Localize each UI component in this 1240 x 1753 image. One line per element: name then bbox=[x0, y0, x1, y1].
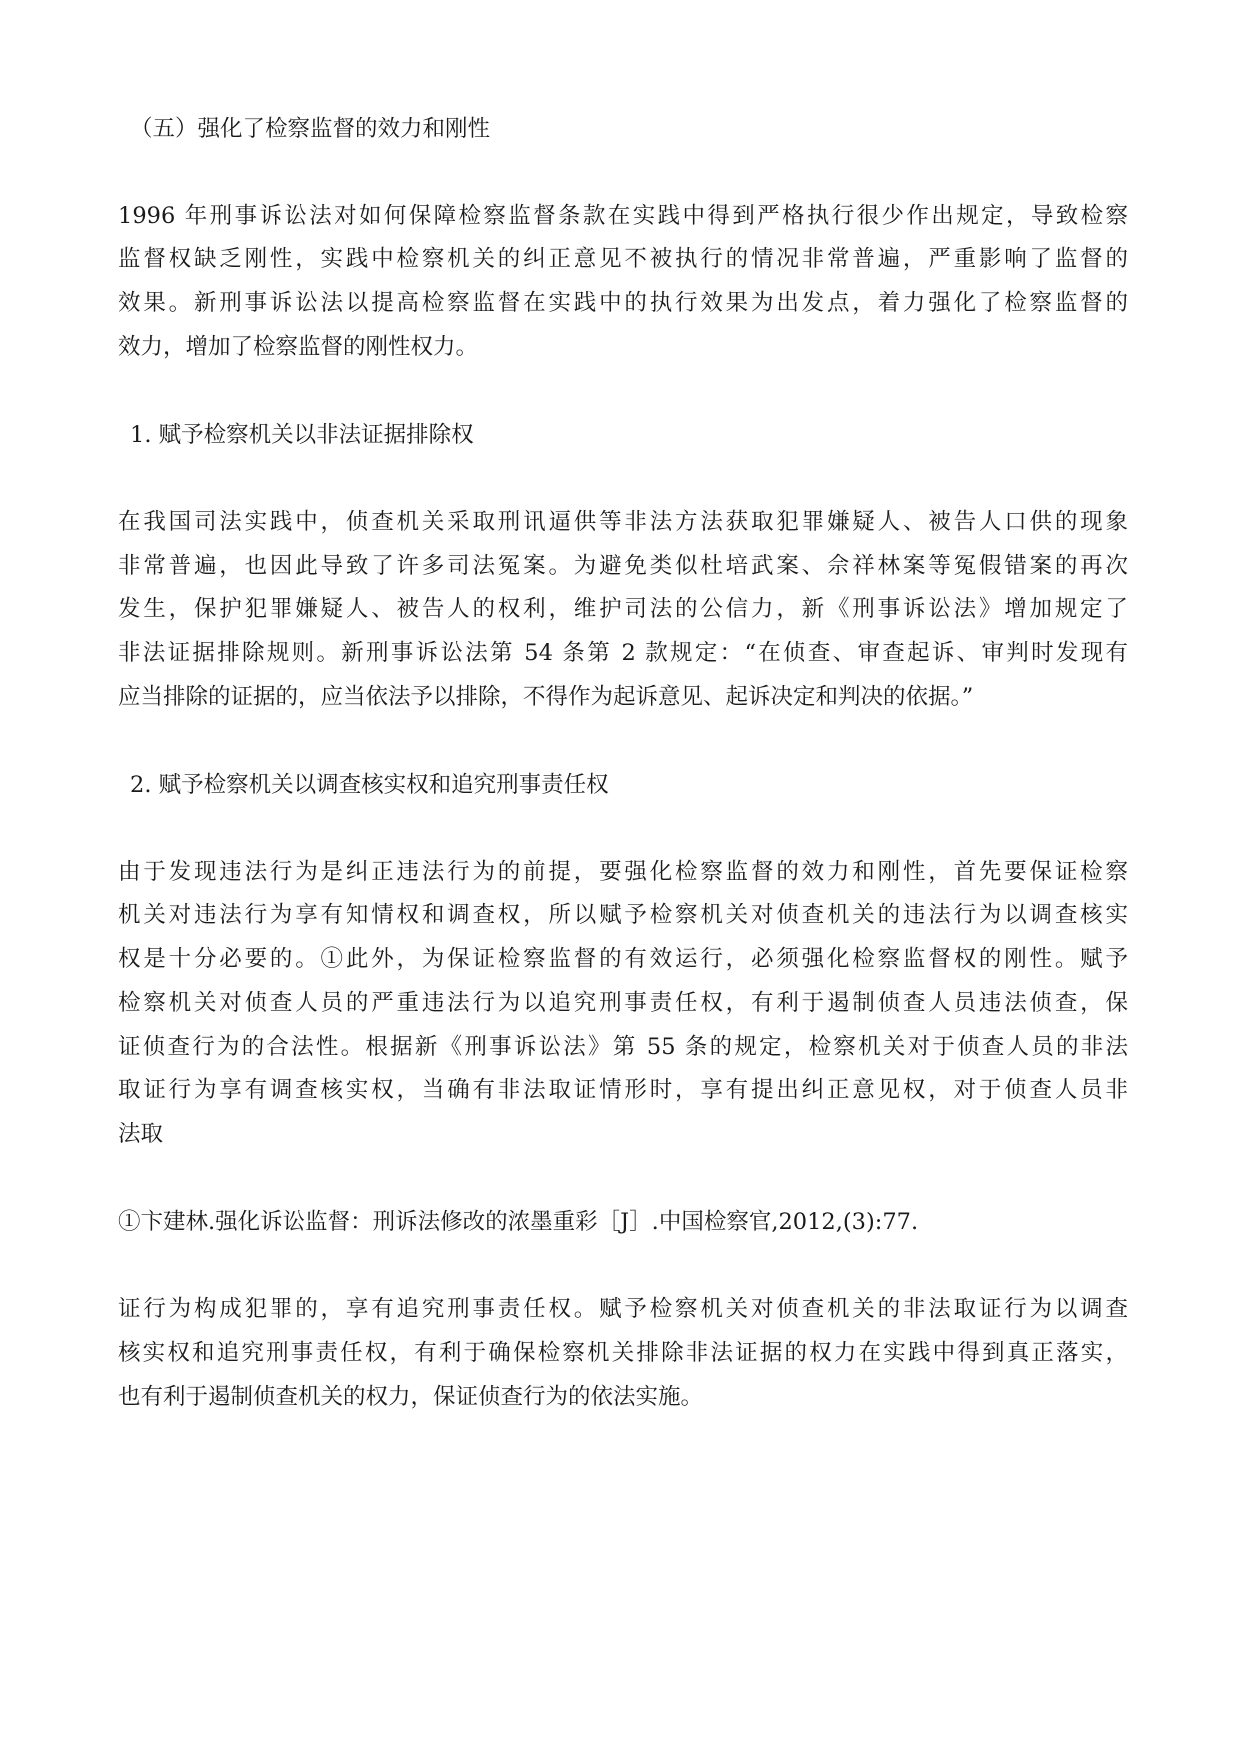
paragraph-line: 证侦查行为的合法性。根据新《刑事诉讼法》第 55 条的规定，检察机关对于侦查人员的非法 bbox=[118, 1034, 1128, 1060]
paragraph-line: 检察机关对侦查人员的严重违法行为以追究刑事责任权，有利于遏制侦查人员违法侦查，保 bbox=[118, 990, 1128, 1016]
paragraph-line: 发生，保护犯罪嫌疑人、被告人的权利，维护司法的公信力，新《刑事诉讼法》增加规定了 bbox=[118, 596, 1128, 622]
paragraph-line: 机关对违法行为享有知情权和调查权，所以赋予检察机关对侦查机关的违法行为以调查核实 bbox=[118, 902, 1128, 928]
section-heading: （五）强化了检察监督的效力和刚性 bbox=[130, 116, 491, 142]
paragraph-line: 权是十分必要的。①此外，为保证检察监督的有效运行，必须强化检察监督权的刚性。赋予 bbox=[118, 946, 1128, 972]
paragraph-line: 法取 bbox=[118, 1121, 164, 1147]
paragraph-line: 效果。新刑事诉讼法以提高检察监督在实践中的执行效果为出发点，着力强化了检察监督的 bbox=[118, 290, 1128, 316]
paragraph-line: 应当排除的证据的，应当依法予以排除，不得作为起诉意见、起诉决定和判决的依据。” bbox=[118, 684, 974, 710]
paragraph-line: 也有利于遏制侦查机关的权力，保证侦查行为的依法实施。 bbox=[118, 1384, 704, 1410]
paragraph-line: 证行为构成犯罪的，享有追究刑事责任权。赋予检察机关对侦查机关的非法取证行为以调查 bbox=[118, 1296, 1128, 1322]
paragraph-line: 非常普遍，也因此导致了许多司法冤案。为避免类似杜培武案、佘祥林案等冤假错案的再次 bbox=[118, 553, 1128, 579]
paragraph-line: 1996 年刑事诉讼法对如何保障检察监督条款在实践中得到严格执行很少作出规定，导致检察 bbox=[118, 203, 1128, 229]
footnote: ①卞建林.强化诉讼监督：刑诉法修改的浓墨重彩［J］.中国检察官,2012,(3):77. bbox=[118, 1209, 919, 1235]
paragraph-line: 取证行为享有调查核实权，当确有非法取证情形时，享有提出纠正意见权，对于侦查人员非 bbox=[118, 1077, 1128, 1103]
subsection-heading: 2. 赋予检察机关以调查核实权和追究刑事责任权 bbox=[130, 772, 609, 798]
paragraph-line: 效力，增加了检察监督的刚性权力。 bbox=[118, 334, 479, 360]
subsection-heading: 1. 赋予检察机关以非法证据排除权 bbox=[130, 422, 474, 448]
paragraph-line: 监督权缺乏刚性，实践中检察机关的纠正意见不被执行的情况非常普遍，严重影响了监督的 bbox=[118, 246, 1128, 272]
paragraph-line: 由于发现违法行为是纠正违法行为的前提，要强化检察监督的效力和刚性，首先要保证检察 bbox=[118, 859, 1128, 885]
paragraph-line: 非法证据排除规则。新刑事诉讼法第 54 条第 2 款规定：“在侦查、审查起诉、审判时发现有 bbox=[118, 640, 1128, 666]
paragraph-line: 核实权和追究刑事责任权，有利于确保检察机关排除非法证据的权力在实践中得到真正落实， bbox=[118, 1340, 1128, 1366]
paragraph-line: 在我国司法实践中，侦查机关采取刑讯逼供等非法方法获取犯罪嫌疑人、被告人口供的现象 bbox=[118, 509, 1128, 535]
